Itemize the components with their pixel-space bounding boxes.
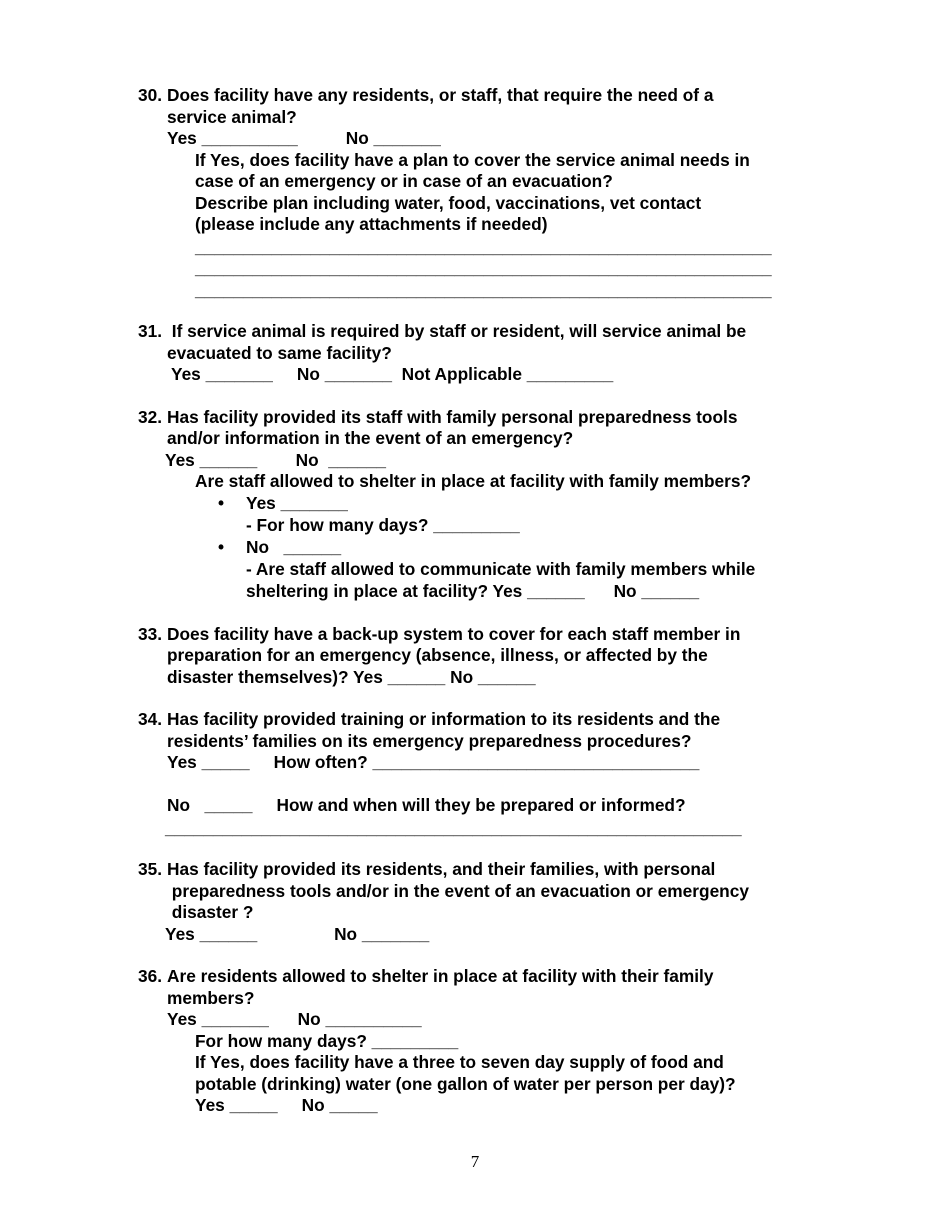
question-number: 34. [138,709,163,729]
question-text: members? [167,988,255,1008]
answer-line[interactable]: No _____ How and when will they be prepared or informed? [167,795,686,815]
follow-up-text[interactable]: - For how many days? _________ [246,515,520,535]
question-text: service animal? [167,107,297,127]
page-number: 7 [470,1152,480,1171]
follow-up-text: (please include any attachments if needed) [195,214,548,234]
answer-line[interactable]: Yes _____ How often? __________________________________ [167,752,700,772]
bullet: • [218,537,225,557]
question-text: If service animal is required by staff or resident, will service animal be [167,321,747,341]
question-text: disaster ? [167,902,254,922]
answer-blank-line[interactable]: ____________________________________________________________ [195,237,772,257]
question-text: residents’ families on its emergency preparedness procedures? [167,731,692,751]
question-number: 30. [138,85,163,105]
question-text: Are residents allowed to shelter in place at facility with their family [167,966,714,986]
answer-line[interactable]: disaster themselves)? Yes ______ No ______ [167,667,536,687]
question-text: evacuated to same facility? [167,343,392,363]
question-text: Does facility have a back-up system to cover for each staff member in [167,624,741,644]
answer-line[interactable]: Yes __________ No _______ [167,128,441,148]
follow-up-text: potable (drinking) water (one gallon of water per person per day)? [195,1074,736,1094]
follow-up-text: Are staff allowed to shelter in place at facility with family members? [195,471,752,491]
bullet: • [218,493,225,513]
question-number: 36. [138,966,163,986]
answer-line[interactable]: Yes ______ No _______ [165,924,430,944]
question-number: 32. [138,407,163,427]
follow-up-text: If Yes, does facility have a three to seven day supply of food and [195,1052,724,1072]
question-number: 33. [138,624,163,644]
yes-option[interactable]: Yes _______ [246,493,348,513]
answer-blank-line[interactable]: ____________________________________________________________ [195,258,772,278]
answer-blank-line[interactable]: ____________________________________________________________ [195,280,772,300]
follow-up-text[interactable]: For how many days? _________ [195,1031,459,1051]
question-number: 31. [138,321,163,341]
question-text: preparation for an emergency (absence, illness, or affected by the [167,645,708,665]
answer-line[interactable]: sheltering in place at facility? Yes ______ No ______ [246,581,700,601]
answer-line[interactable]: Yes ______ No ______ [165,450,386,470]
follow-up-text: - Are staff allowed to communicate with family members while [246,559,756,579]
answer-line[interactable]: Yes _______ No __________ [167,1009,422,1029]
question-text: and/or information in the event of an emergency? [167,428,574,448]
follow-up-text: If Yes, does facility have a plan to cover the service animal needs in [195,150,750,170]
question-text: Has facility provided training or information to its residents and the [167,709,721,729]
question-text: Does facility have any residents, or staff, that require the need of a [167,85,714,105]
answer-blank-line[interactable]: ____________________________________________________________ [165,818,742,838]
answer-line[interactable]: Yes _______ No _______ Not Applicable _________ [171,364,614,384]
question-text: Has facility provided its staff with family personal preparedness tools [167,407,738,427]
question-text: preparedness tools and/or in the event of an evacuation or emergency [167,881,749,901]
question-number: 35. [138,859,163,879]
answer-line[interactable]: Yes _____ No _____ [195,1095,378,1115]
follow-up-text: Describe plan including water, food, vaccinations, vet contact [195,193,702,213]
question-text: Has facility provided its residents, and their families, with personal [167,859,716,879]
no-option[interactable]: No ______ [246,537,342,557]
follow-up-text: case of an emergency or in case of an evacuation? [195,171,613,191]
